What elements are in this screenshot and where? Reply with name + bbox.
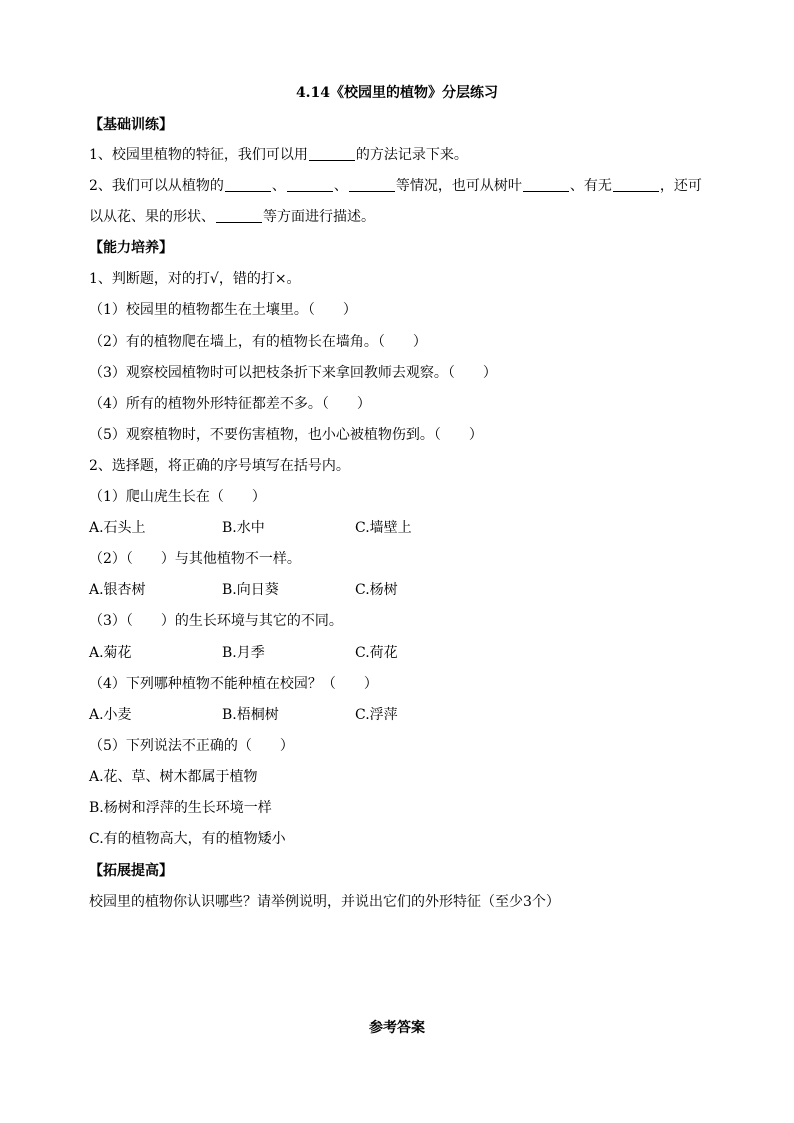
judge-item: （3）观察校园植物时可以把枝条折下来拿回教师去观察。（ ） <box>89 365 497 381</box>
q2-sep: 、 <box>271 178 286 194</box>
choice-options-4 <box>89 705 398 725</box>
extend-question: 校园里的植物你认识哪些？请举例说明，并说出它们的外形特征（至少3个） <box>89 894 560 910</box>
fill-blank[interactable] <box>349 177 395 192</box>
choice-option-5b: B.杨树和浮萍的生长环境一样 <box>89 800 272 816</box>
choice-option-5c: C.有的植物高大，有的植物矮小 <box>89 831 286 847</box>
q2-sep: 、 <box>333 178 348 194</box>
q2-text-b: 等情况，也可从树叶 <box>395 178 522 194</box>
fill-blank[interactable] <box>216 208 262 223</box>
option-a: A.石头上 <box>89 520 146 536</box>
basic-question-1 <box>89 145 468 165</box>
judge-item: （1）校园里的植物都生在土壤里。（ ） <box>89 302 357 318</box>
q2-text-c: 、有无 <box>569 178 612 194</box>
choice-options-1 <box>89 518 412 538</box>
answer-title: 参考答案 <box>369 1020 425 1036</box>
option-c: C.墙壁上 <box>355 520 412 536</box>
section-extend: 【拓展提高】 <box>89 863 173 879</box>
option-b: B.梧桐树 <box>222 707 279 723</box>
choice-question-3: （3）（ ）的生长环境与其它的不同。 <box>89 613 343 629</box>
fill-blank[interactable] <box>613 177 659 192</box>
choice-heading: 2、选择题，将正确的序号填写在括号内。 <box>89 458 350 474</box>
judge-item: （4）所有的植物外形特征都差不多。（ ） <box>89 396 371 412</box>
choice-options-2 <box>89 580 398 600</box>
option-a: A.银杏树 <box>89 582 146 598</box>
fill-blank[interactable] <box>225 177 271 192</box>
option-b: B.月季 <box>222 645 265 661</box>
page-title: 4.14《校园里的植物》分层练习 <box>295 85 499 101</box>
fill-blank[interactable] <box>287 177 333 192</box>
choice-options-3 <box>89 643 398 663</box>
choice-question-2: （2）（ ）与其他植物不一样。 <box>89 551 301 567</box>
option-a: A.菊花 <box>89 645 132 661</box>
section-basic: 【基础训练】 <box>89 117 173 133</box>
q2-text-a: 2、我们可以从植物的 <box>89 178 224 194</box>
choice-question-1: （1）爬山虎生长在（ ） <box>89 489 266 505</box>
judge-heading: 1、判断题，对的打√，错的打×。 <box>89 271 301 287</box>
basic-question-2-line-2 <box>89 207 375 227</box>
choice-question-4: （4）下列哪种植物不能种植在校园？（ ） <box>89 676 378 692</box>
section-ability: 【能力培养】 <box>89 240 173 256</box>
option-b: B.向日葵 <box>222 582 279 598</box>
basic-question-2 <box>89 176 702 196</box>
option-c: C.浮萍 <box>355 707 398 723</box>
q1-text-post: 的方法记录下来。 <box>355 147 468 163</box>
option-b: B.水中 <box>222 520 265 536</box>
judge-item: （5）观察植物时，不要伤害植物，也小心被植物伤到。（ ） <box>89 427 483 443</box>
option-a: A.小麦 <box>89 707 132 723</box>
option-c: C.荷花 <box>355 645 398 661</box>
choice-option-5a: A.花、草、树木都属于植物 <box>89 769 258 785</box>
q1-text-pre: 1、校园里植物的特征，我们可以用 <box>89 147 308 163</box>
judge-item: （2）有的植物爬在墙上，有的植物长在墙角。（ ） <box>89 334 427 350</box>
q2-text-d: ，还可 <box>659 178 702 194</box>
fill-blank[interactable] <box>309 146 355 161</box>
q2-line2-text-b: 等方面进行描述。 <box>263 209 375 225</box>
q2-line2-text-a: 以从花、果的形状、 <box>89 209 215 225</box>
fill-blank[interactable] <box>523 177 569 192</box>
option-c: C.杨树 <box>355 582 398 598</box>
choice-question-5: （5）下列说法不正确的（ ） <box>89 738 294 754</box>
